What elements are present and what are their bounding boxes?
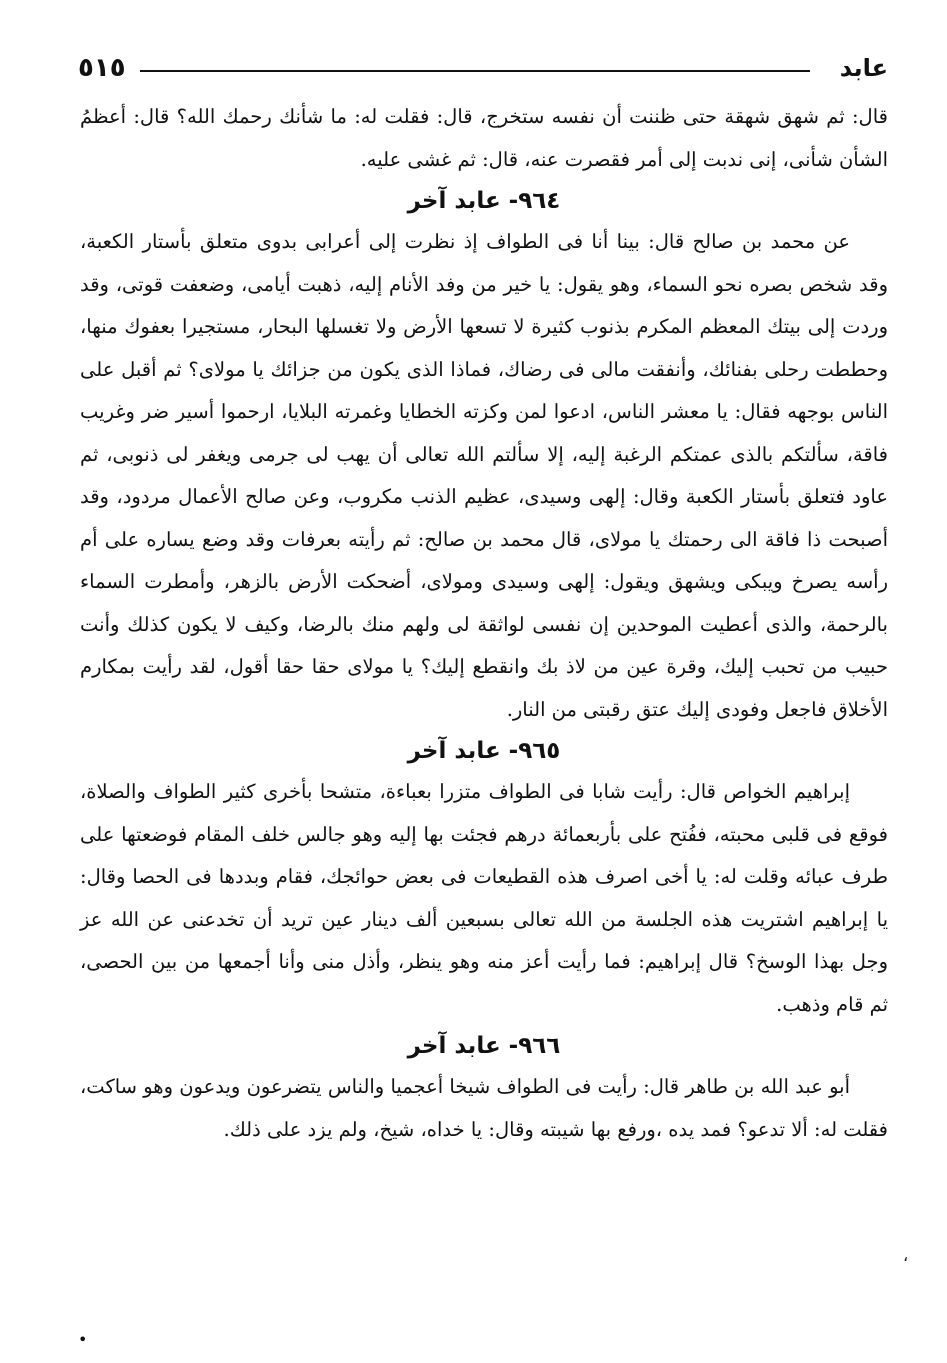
entry-paragraph-964: عن محمد بن صالح قال: بينا أنا فى الطواف إذ نظرت إلى أعرابى بدوى متعلق بأستار الكعبة، وقد شخص بصره نحو السماء، وهو يقول: يا خير من وفد الأنام إليه، ذهبت أيامى، وضعفت قوتى، وقد وردت إلى بيتك المعظم المكرم بذنوب كثيرة لا تسعها الأرض ولا تغسلها البحار، مستجيرا بعفوك منها، وحططت رحلى بفنائك، وأنفقت مالى فى رضاك، فماذا الذى يكون من جزائك يا مولاى؟ ثم أقبل على الناس بوجهه فقال: يا معشر الناس، ادعوا لمن وكزته الخطايا وغمرته البلايا، ارحموا أسير ضر وغريب فاقة، سألتكم بالذى عمتكم الرغبة إليه، إلا سألتم الله تعالى أن يهب لى جرمى ويغفر لى ذنوبى، ثم عاود فتعلق بأستار الكعبة وقال: إلهى وسيدى، عظيم الذنب مكروب، وعن صالح الأعمال مردود، وقد أصبحت ذا فاقة الى رحمتك يا مولاى، قال محمد بن صالح: ثم رأيته بعرفات وقد وضع يساره على أم رأسه يصرخ ويبكى ويشهق ويقول: إلهى وسيدى ومولاى، أضحكت الأرض بالزهر، وأمطرت السماء بالرحمة، والذى أعطيت الموحدين إن نفسى لواثقة لى ولهم منك بالرضا، وكيف لا يكون كذلك وأنت حبيب من تحبب إليك، وقرة عين من لاذ بك وانقطع إليك؟ يا مولاى حقا حقا أقول، لقد رأيت بمكارم الأخلاق فاجعل وفودى إليك عتق رقبتى من النار. xyxy=(80,230,888,721)
running-title: عابد xyxy=(839,54,888,82)
entry-heading-965: ٩٦٥- عابد آخر xyxy=(407,738,561,764)
page-content xyxy=(80,96,888,1151)
entry-heading-966: ٩٦٦- عابد آخر xyxy=(407,1033,561,1059)
entry-paragraph-966: أبو عبد الله بن طاهر قال: رأيت فى الطواف شيخا أعجميا والناس يتضرعون ويدعون وهو ساكت، فقلت له: ألا تدعو؟ فمد يده ،ورفع بها شيبته وقال: يا خداه، شيخ، ولم يزد على ذلك. xyxy=(80,1075,888,1141)
running-head xyxy=(78,50,888,86)
bottom-dot-mark: • xyxy=(78,1330,88,1349)
entry-paragraph-965: إبراهيم الخواص قال: رأيت شابا فى الطواف متزرا بعباءة، متشحا بأخرى كثير الطواف والصلاة، فوقع فى قلبى محبته، ففُتح على بأربعمائة درهم فجئت بها إليه وهو جالس خلف المقام فوضعتها على طرف عبائه وقلت له: يا أخى اصرف هذه القطيعات فى بعض حوائجك، فقام وبددها فى الحصا وقال: يا إبراهيم اشتريت هذه الجلسة من الله تعالى بسبعين ألف دينار عين تريد أن تخدعنى عن الله عز وجل بهذا الوسخ؟ قال إبراهيم: فما رأيت أعز منه وهو ينظر، وأذل منى وأنا أجمعها من بين الحصى، ثم قام وذهب. xyxy=(80,780,888,1016)
header-rule xyxy=(140,70,810,72)
margin-tick-mark: ، xyxy=(903,1246,909,1265)
continued-paragraph: قال: ثم شهق شهقة حتى ظننت أن نفسه ستخرج، قال: فقلت له: ما شأنك رحمك الله؟ قال: أعظمُ الشأن شأنى، إنى ندبت إلى أمر فقصرت عنه، قال: ثم غشى عليه. xyxy=(80,105,888,171)
page-number: ٥١٥ xyxy=(78,53,126,83)
entry-heading-964: ٩٦٤- عابد آخر xyxy=(407,188,561,214)
